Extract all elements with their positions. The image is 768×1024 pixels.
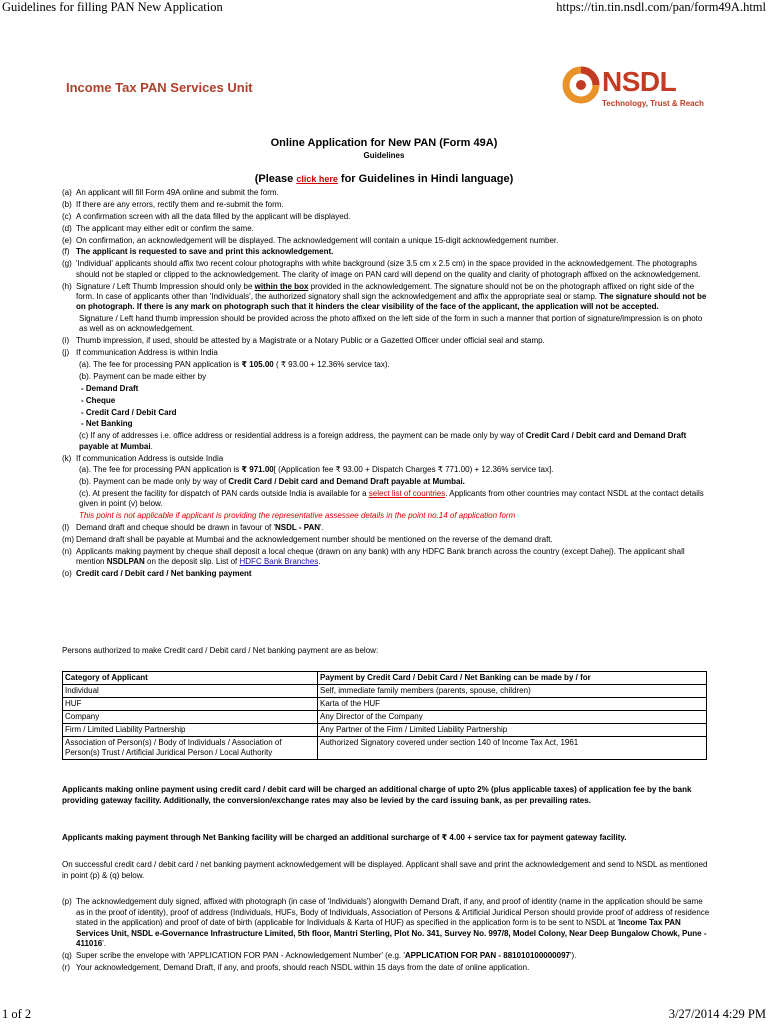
card-charge-note: Applicants making online payment using credit card / debit card will be charged an additional charge of upto 2% (plus applicable taxes) of application fee by the bank providing gateway facility. Additionally, the conversion/exchange rates may also be levied by the card issuing bank, as per prevailing rates. [62,785,692,805]
page-title: Online Application for New PAN (Form 49A) [270,137,498,149]
payment-option: - Demand Draft [81,383,139,393]
table-cell: Association of Person(s) / Body of Individuals / Association of Person(s) Trust / Artificial Juridical Person / Local Authority [63,737,318,760]
list-item: (m) Demand draft shall be payable at Mumbai and the acknowledgement number should be mentioned on the reverse of the demand draft. [62,535,712,545]
table-header-row [63,672,707,685]
logo-tagline: Technology, Trust & Reach [602,99,704,108]
page-number: 1 of 2 [2,1007,32,1021]
item-k-payment: (b). Payment can be made only by way of Credit Card / Debit card and Demand Draft payable at Mumbai. [79,477,465,487]
item-k-note: This point is not applicable if applicant is providing the representative assessee details in the point no.14 of application form [79,511,516,521]
nsdl-logo [562,64,712,114]
list-item: (i) Thumb impression, if used, should be attested by a Magistrate or a Notary Public or a Gazetted Officer under official seal and stamp. [62,336,712,346]
table-cell: Any Partner of the Firm / Limited Liability Partnership [318,724,707,737]
item-j-text: If communication Address is within India [76,348,218,358]
item-j-fee: (a). The fee for processing PAN application is ₹ 105.00 ( ₹ 93.00 + 12.36% service tax). [79,359,390,369]
item-j-foreign: (c) If any of addresses i.e. office address or residential address is a foreign address, the payment can be made only by way of Credit Card / Debit card and Demand Draft payable at Mumbai. [79,431,687,451]
table-cell: Authorized Signatory covered under section 140 of Income Tax Act, 1961 [318,737,707,760]
item-c-text: A confirmation screen with all the data filled by the applicant will be displayed. [76,211,351,221]
item-h-text-1: Signature / Left Thumb Impression should only be [76,281,255,291]
list-item: (o) Credit card / Debit card / Net banking payment [62,569,252,579]
table-row [63,724,707,737]
list-item: (g) 'Individual' applicants should affix two recent colour photographs with white background (size 3.5 cm x 2.5 cm) in the space provided in the acknowledgement. The photographs should not be stapled or clipped to the acknowledgement. The clarity of image on PAN card will depend on the quality and clarity of photograph affixed on the acknowledgement. [62,259,712,280]
table-row [63,698,707,711]
logo-name: NSDL [602,66,677,97]
item-h-extra: Signature / Left hand thumb impression should be provided across the photo affixed on the left side of the form in such a manner that portion of signature/impression is on photo as well as on acknowledgement. [79,314,703,334]
table-header: Category of Applicant [63,672,318,685]
list-item: (e) On confirmation, an acknowledgement will be displayed. The acknowledgement will contain a unique 15-digit acknowledgement number. [62,236,712,246]
list-item: (k) If communication Address is outside India [62,454,712,464]
item-k-text: If communication Address is outside India [76,453,224,463]
item-i-text: Thumb impression, if used, should be attested by a Magistrate or a Notary Public or a Gazetted Officer under official seal and stamp. [76,336,545,346]
list-item: (f) The applicant is requested to save and print this acknowledgement. [62,247,334,257]
list-item: (b) If there are any errors, rectify them and re-submit the form. [62,200,712,210]
payment-option: - Credit Card / Debit Card [81,407,177,417]
table-cell: Any Director of the Company [318,711,707,724]
print-datetime: 3/27/2014 4:29 PM [668,1007,766,1021]
list-item: (a) An applicant will fill Form 49A online and submit the form. [62,188,712,198]
table-row [63,685,707,698]
payment-option: - Cheque [81,395,116,405]
hdfc-branches-link[interactable]: HDFC Bank Branches [239,557,319,567]
item-r-text: Your acknowledgement, Demand Draft, if any, and proofs, should reach NSDL within 15 days from the date of online application. [76,963,530,973]
browser-page-title: Guidelines for filling PAN New Application [2,0,223,14]
table-header: Payment by Credit Card / Debit Card / Net Banking can be made by / for [318,672,707,685]
acknowledgement-note: On successful credit card / debit card / net banking payment acknowledgement will be displayed. Applicant shall save and print the acknowledgement and send to NSDL as mentioned in point (p) & (q) below. [62,860,708,880]
item-b-text: If there are any errors, rectify them and re-submit the form. [76,199,284,209]
nsdl-address: Income Tax PAN Services Unit, NSDL e-Governance Infrastructure Limited, 5th floor, Mantri Sterling, Plot No. 341, Survey No. 997/8, Model Colony, Near Deep Bungalow Chowk, Pune - 411016 [76,918,707,948]
item-h-text-2: provided in the acknowledgement. The signature should not be on the photograph affixed on right side of the form. In case of applicants other than 'Individuals', the authorized signatory shall sign the acknowledgement and affix the appropriate seal or stamp. [76,281,695,301]
table-cell: HUF [63,698,318,711]
list-item: (j) If communication Address is within India [62,348,712,358]
payment-authorization-table [62,671,707,760]
persons-intro: Persons authorized to make Credit card / Debit card / Net banking payment are as below: [62,646,379,655]
table-cell: Company [63,711,318,724]
table-row [63,737,707,760]
item-j-payment-intro: (b). Payment can be made either by [79,371,207,381]
table-cell: Self, immediate family members (parents, spouse, children) [318,685,707,698]
table-cell: Firm / Limited Liability Partnership [63,724,318,737]
item-o-text: Credit card / Debit card / Net banking payment [76,569,252,579]
table-cell: Karta of the HUF [318,698,707,711]
list-item: (l) Demand draft and cheque should be drawn in favour of 'NSDL - PAN'. [62,523,324,533]
select-countries-link[interactable]: select list of countries [368,489,446,499]
item-m-text: Demand draft shall be payable at Mumbai and the acknowledgement number should be mentioned on the reverse of the demand draft. [76,535,553,545]
item-k-fee: (a). The fee for processing PAN application is ₹ 971.00[ (Application fee ₹ 93.00 + Dispatch Charges ₹ 771.00) + 12.36% service tax]. [79,465,554,475]
item-h-within-box: within the box [254,281,309,291]
item-h-text-3: The signature should not be on photograph. If there is any mark on photograph such that it hinders the clear visibility of the face of the applicant, the application will not be accepted. [76,291,707,312]
hindi-suffix: for Guidelines in Hindi language) [337,173,514,185]
item-a-text: An applicant will fill Form 49A online and submit the form. [76,188,279,197]
netbanking-surcharge-note: Applicants making payment through Net Banking facility will be charged an additional surcharge of ₹ 4.00 + service tax for payment gateway facility. [62,833,627,842]
dispatch-list [62,897,712,975]
browser-page-url: https://tin.tin.nsdl.com/pan/form49A.html [556,0,766,14]
table-row [63,711,707,724]
page-subtitle: Guidelines [363,151,405,160]
list-item: (p) The acknowledgement duly signed, affixed with photograph (in case of 'Individuals') alongwith Demand Draft, if any, and proof of identity (name in the application should be same as in the proof of identity), proof of address (Individuals, HUFs, Body of Individuals, Association of Persons & Artificial Juridical Person should provide proof of address of residence stated in the application) and proof of date of birth (applicable for Individuals & Karta of HUF) as specified in the application form is to be sent to NSDL at 'Income Tax PAN Services Unit, NSDL e-Governance Infrastructure Limited, 5th floor, Mantri Sterling, Plot No. 341, Survey No. 997/8, Model Colony, Near Deep Bungalow Chowk, Pune - 411016'. [62,897,710,948]
hindi-click-here-link[interactable]: click here [296,174,338,184]
list-item: (d) The applicant may either edit or confirm the same. [62,224,712,234]
nsdl-swirl-icon [562,66,600,104]
item-d-text: The applicant may either edit or confirm the same. [76,223,254,233]
payment-option: - Net Banking [81,419,133,429]
item-g-text: 'Individual' applicants should affix two recent colour photographs with white background (size 3.5 cm x 2.5 cm) in the space provided in the acknowledgement. The photographs should not be stapled or clipped to the acknowledgement. The clarity of image on PAN card will depend on the quality and clarity of photograph affixed on the acknowledgement. [76,259,701,279]
list-item: (q) Super scribe the envelope with 'APPLICATION FOR PAN - Acknowledgement Number' (e.g. 'APPLICATION FOR PAN - 881010100000097'). [62,951,577,961]
table-cell: Individual [63,685,318,698]
list-item: (n) Applicants making payment by cheque shall deposit a local cheque (drawn on any bank) with any HDFC Bank branch across the country (except Dahej). The applicant shall mention NSDLPAN on the deposit slip. List of HDFC Bank Branches. [62,547,685,567]
item-k-countries: (c). At present the facility for dispatch of PAN cards outside India is available for a select list of countries. Applicants from other countries may contact NSDL at the contact details given in point (v) below. [79,489,704,509]
list-item: (h) Signature / Left Thumb Impression should only be within the box provided in the acknowledgement. The signature should not be on the photograph affixed on right side of the form. In case of applicants other than 'Individuals', the authorized signatory shall sign the acknowledgement and affix the appropriate seal or stamp. The signature should not be on photograph. If there is any mark on photograph such that it hinders the clear visibility of the face of the applicant, the application will not be accepted. [62,281,707,312]
guidelines-list [62,188,712,581]
list-item: (r) Your acknowledgement, Demand Draft, if any, and proofs, should reach NSDL within 15 days from the date of online application. [62,963,712,974]
hindi-prefix: (Please [254,173,297,185]
hindi-guidelines-line [0,173,768,185]
list-item: (c) A confirmation screen with all the data filled by the applicant will be displayed. [62,212,712,222]
unit-name: Income Tax PAN Services Unit [66,80,253,95]
item-e-text: On confirmation, an acknowledgement will be displayed. The acknowledgement will contain a unique 15-digit acknowledgement number. [76,235,559,245]
item-f-text: The applicant is requested to save and print this acknowledgement. [76,247,334,257]
